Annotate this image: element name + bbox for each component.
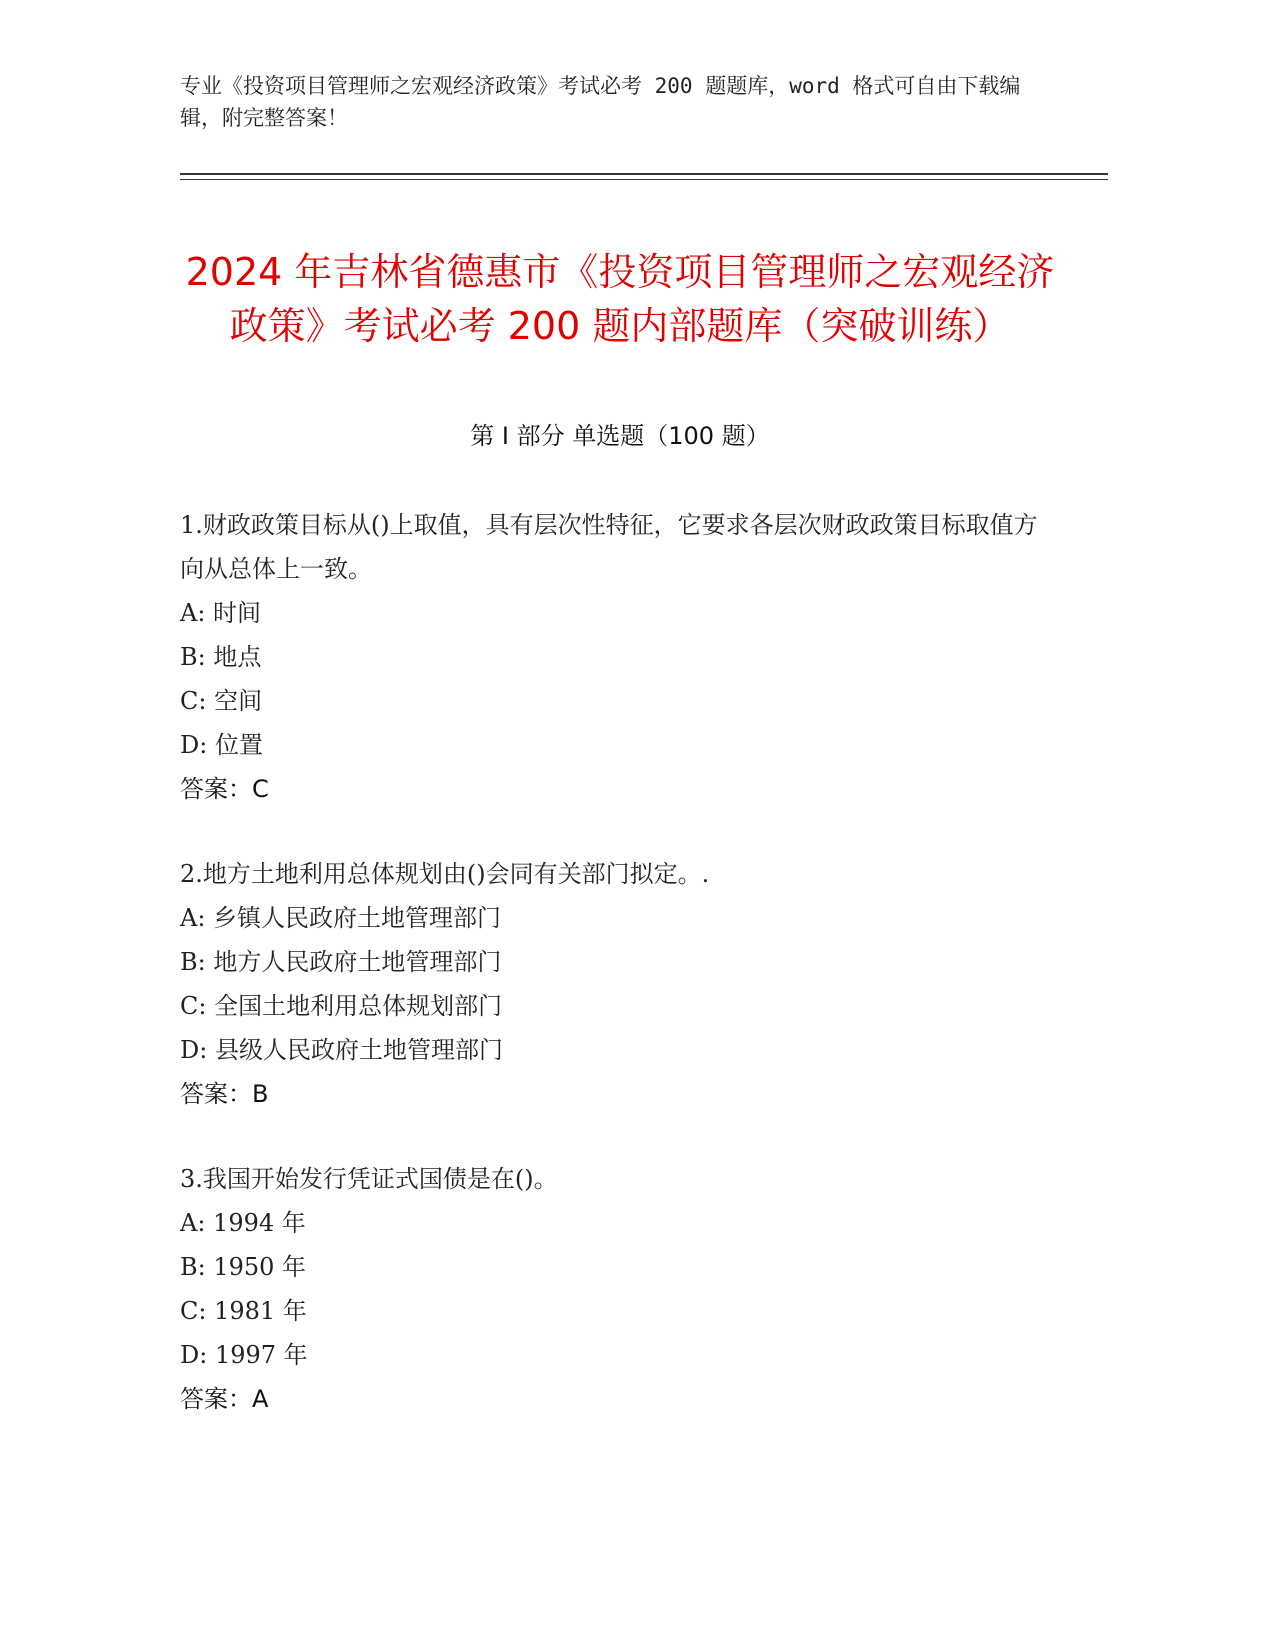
option-d: D: 1997 年 <box>180 1341 308 1369</box>
option-c: C: 全国土地利用总体规划部门 <box>180 992 503 1020</box>
question-stem: 1.财政政策目标从()上取值，具有层次性特征，它要求各层次财政政策目标取值方向从总体上一致。 <box>180 511 1038 583</box>
question-stem: 3.我国开始发行凭证式国债是在()。 <box>180 1165 558 1193</box>
option-a: A: 时间 <box>180 599 262 627</box>
answer: 答案：A <box>180 1385 269 1413</box>
section-title: 第 I 部分 单选题（100 题） <box>470 422 770 450</box>
option-a: A: 乡镇人民政府土地管理部门 <box>180 904 502 932</box>
question-stem: 2.地方土地利用总体规划由()会同有关部门拟定。. <box>180 860 710 888</box>
question-2 <box>180 852 1060 1116</box>
option-a: A: 1994 年 <box>180 1209 306 1237</box>
option-c: C: 1981 年 <box>180 1297 307 1325</box>
option-b: B: 地方人民政府土地管理部门 <box>180 948 502 976</box>
option-b: B: 地点 <box>180 643 262 671</box>
header-note: 专业《投资项目管理师之宏观经济政策》考试必考 200 题题库，word 格式可自由下载编辑，附完整答案！ <box>180 74 1021 130</box>
question-3 <box>180 1157 1060 1421</box>
header-rule-thin <box>180 179 1108 180</box>
option-d: D: 位置 <box>180 731 263 759</box>
question-1 <box>180 503 1060 811</box>
document-title: 2024 年吉林省德惠市《投资项目管理师之宏观经济政策》考试必考 200 题内部题库（突破训练） <box>185 250 1055 349</box>
option-d: D: 县级人民政府土地管理部门 <box>180 1036 503 1064</box>
option-b: B: 1950 年 <box>180 1253 307 1281</box>
answer: 答案：B <box>180 1080 269 1108</box>
option-c: C: 空间 <box>180 687 263 715</box>
answer: 答案：C <box>180 775 269 803</box>
header-rule-thick <box>180 173 1108 175</box>
